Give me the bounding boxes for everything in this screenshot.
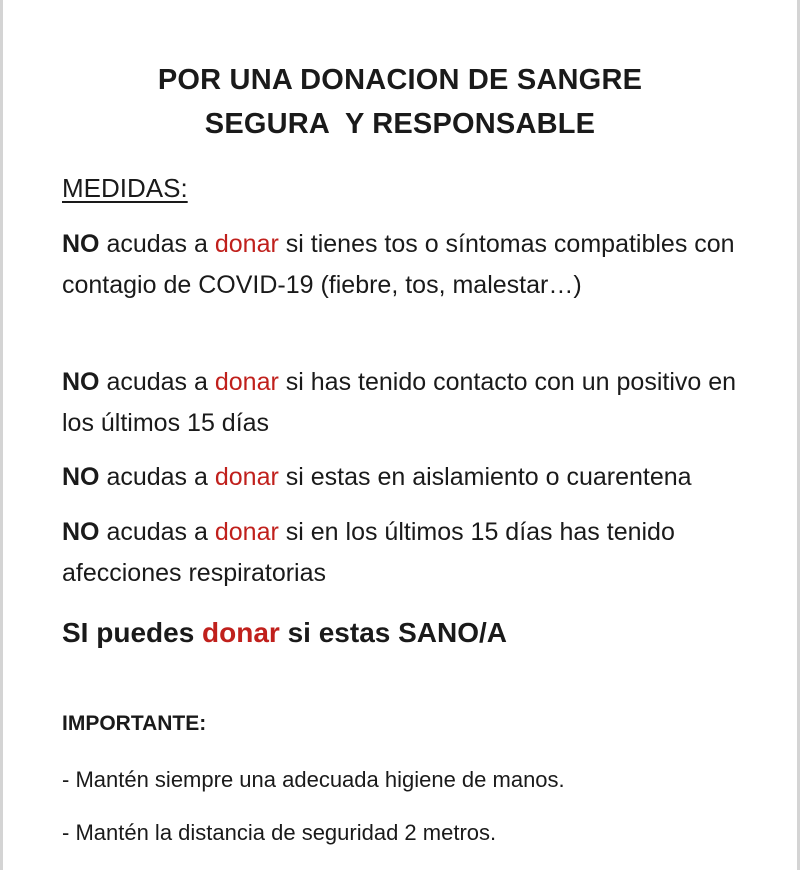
important-item-distance: - Mantén la distancia de seguridad 2 metros. xyxy=(62,820,497,845)
si-puedes-donar xyxy=(62,613,507,653)
measure-text: acudas a xyxy=(99,368,215,396)
measure-text: si tienes tos o síntomas compatibles con contagio de COVID-19 (fiebre, tos, malestar…) xyxy=(62,230,735,299)
no-label: NO xyxy=(62,230,100,258)
donar-word: donar xyxy=(214,368,279,396)
measure-text: acudas a xyxy=(99,518,215,546)
donar-word: donar xyxy=(214,518,279,546)
donar-word: donar xyxy=(214,230,279,258)
no-label: NO xyxy=(62,463,100,491)
important-heading: IMPORTANTE: xyxy=(62,712,207,735)
measure-item-isolation xyxy=(62,457,762,498)
measure-text: acudas a xyxy=(99,463,215,491)
measure-text: si estas en aislamiento o cuarentena xyxy=(278,463,692,491)
no-label: NO xyxy=(62,518,100,546)
donar-word: donar xyxy=(202,617,280,648)
measure-item-cough xyxy=(62,224,762,306)
no-label: NO xyxy=(62,368,100,396)
title-line-1: POR UNA DONACION DE SANGRE xyxy=(157,64,643,96)
measure-item-respiratory xyxy=(62,512,762,594)
si-text: SI puedes xyxy=(62,617,203,648)
donar-word: donar xyxy=(214,463,279,491)
si-text: si estas SANO/A xyxy=(279,617,508,648)
title-line-2: SEGURA Y RESPONSABLE xyxy=(204,108,596,140)
measure-text: si has tenido contacto con un positivo en los últimos 15 días xyxy=(62,368,737,437)
measure-text: acudas a xyxy=(99,230,215,258)
important-item-hygiene: - Mantén siempre una adecuada higiene de manos. xyxy=(62,767,565,792)
measure-item-contact xyxy=(62,362,762,444)
measures-heading: MEDIDAS: xyxy=(62,173,188,203)
measure-text: si en los últimos 15 días has tenido afecciones respiratorias xyxy=(62,518,675,587)
